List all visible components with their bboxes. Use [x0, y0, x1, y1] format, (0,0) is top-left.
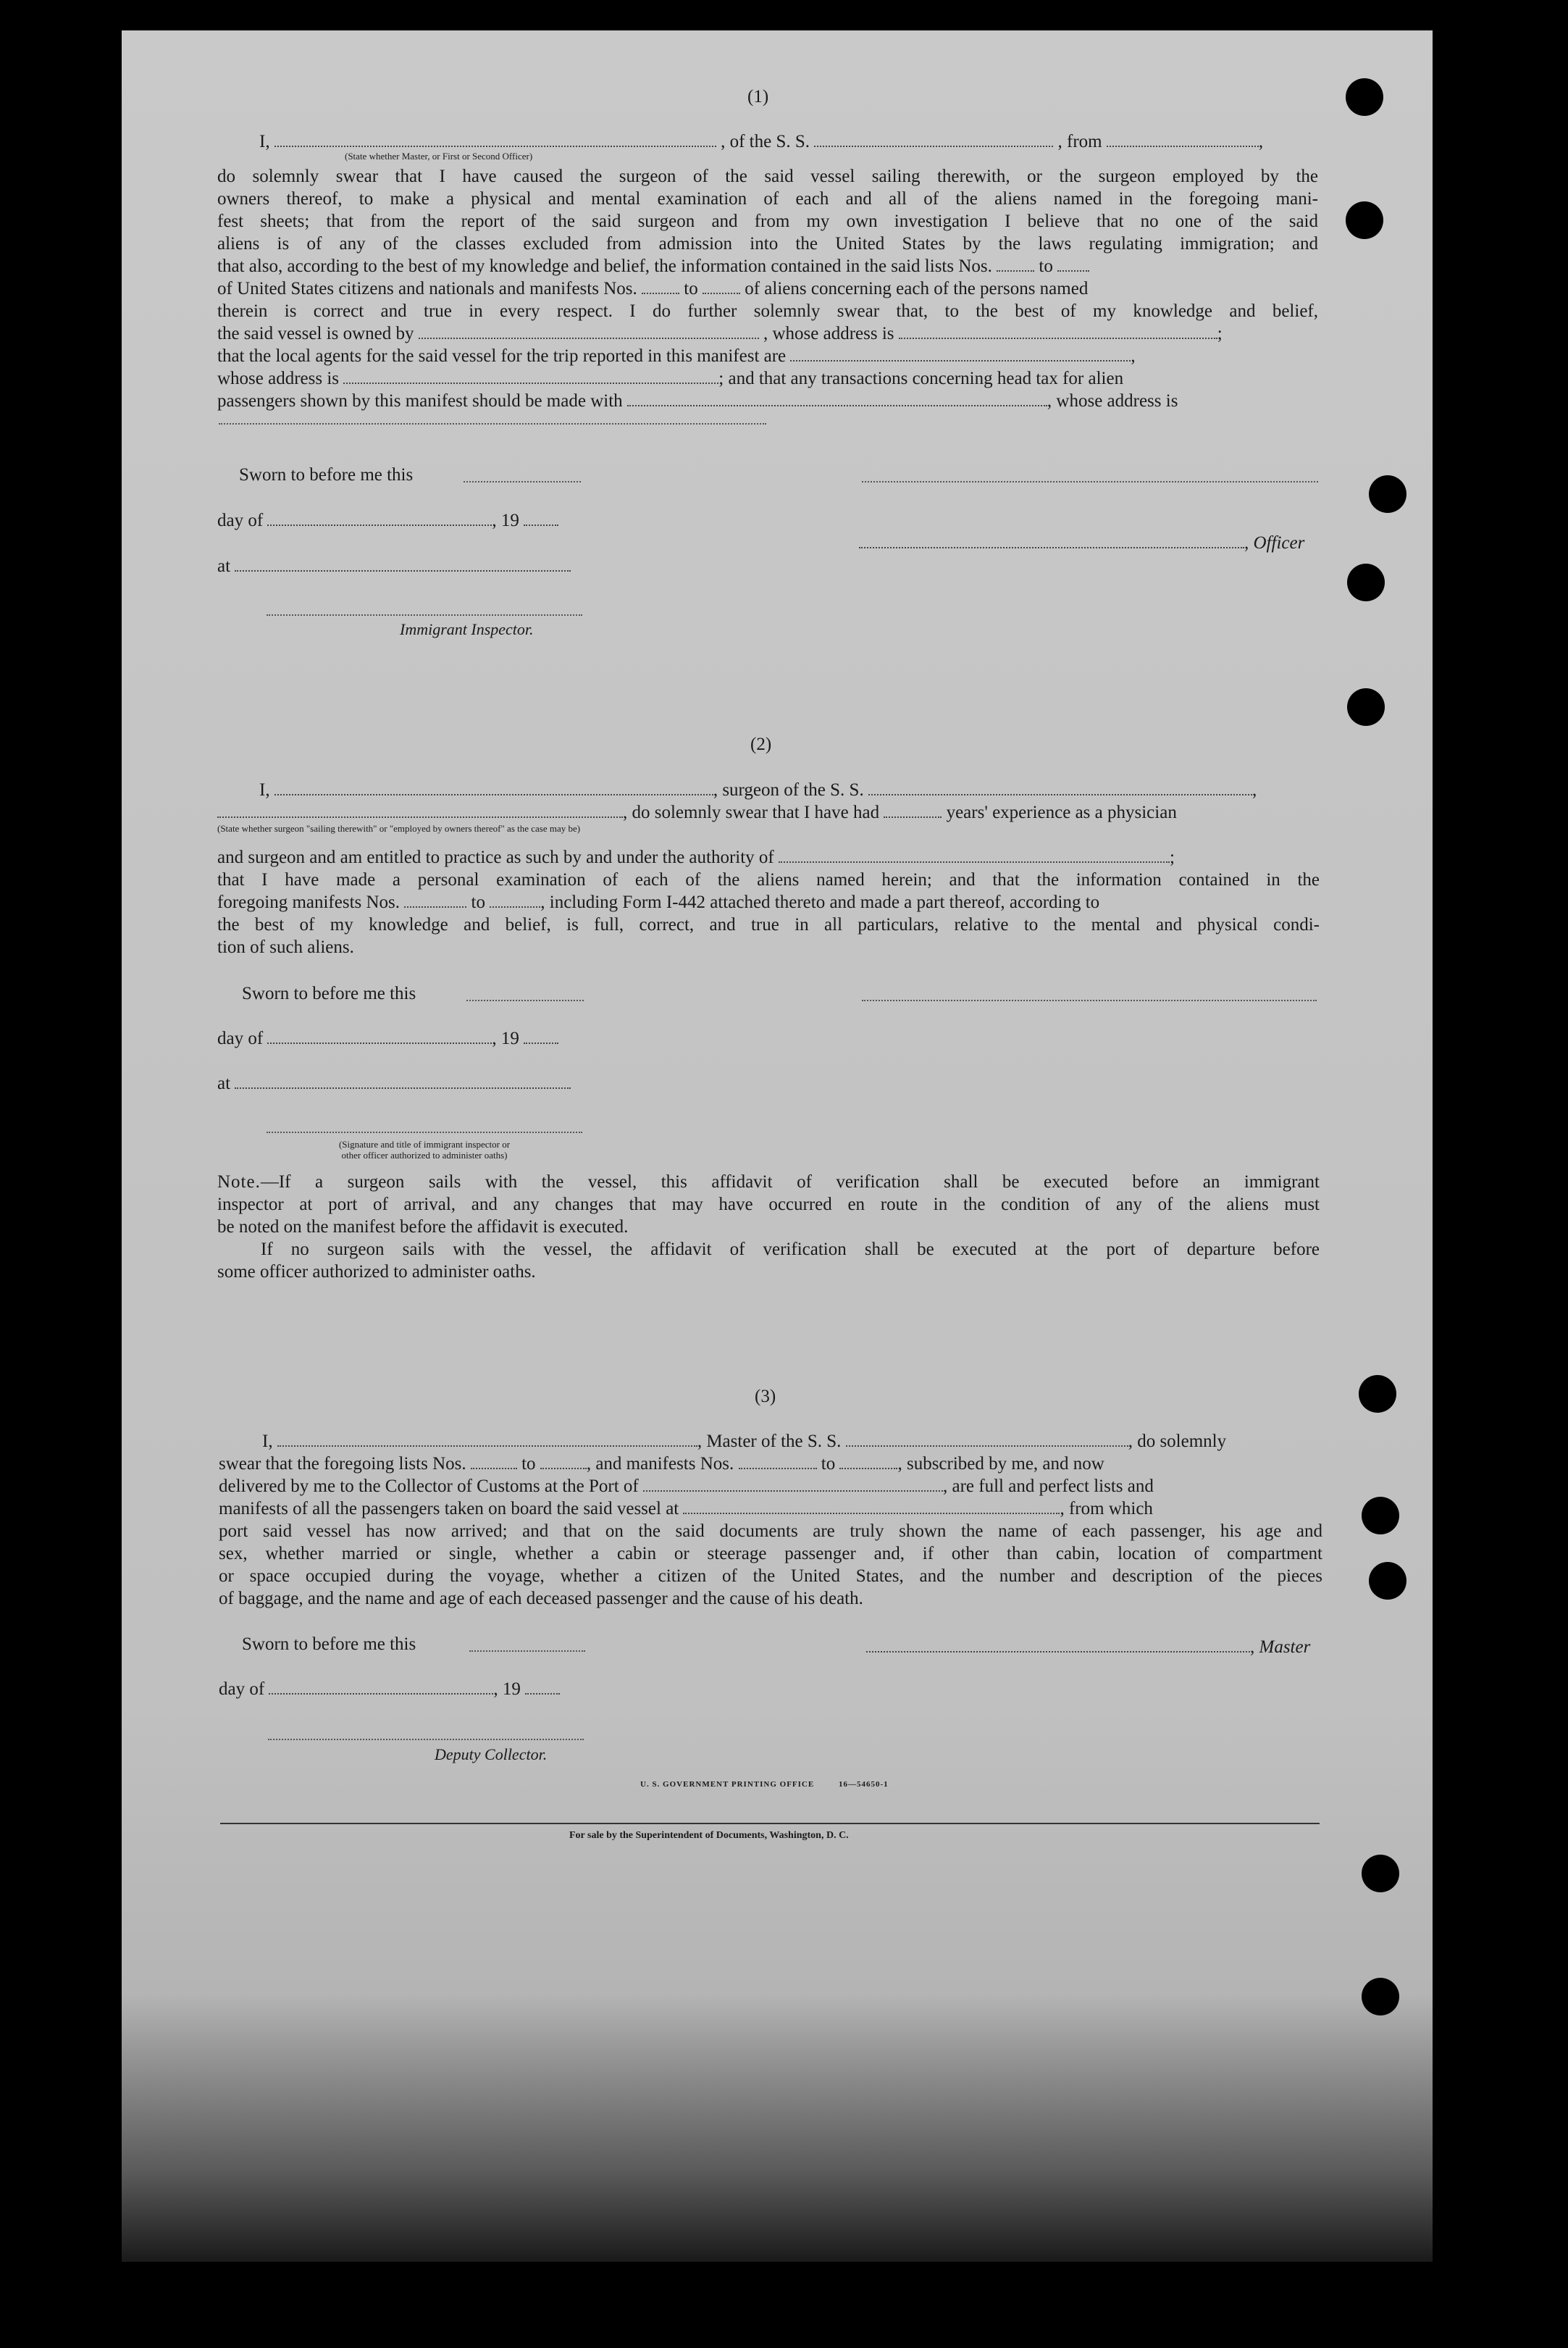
oath-body-line: or space occupied during the voyage, whether a citizen of the United States, and the number and description of the pieces — [219, 1566, 1322, 1586]
punch-hole — [1362, 1855, 1399, 1892]
punch-hole — [1359, 1375, 1396, 1413]
punch-hole — [1346, 201, 1383, 239]
lists-line: swear that the foregoing lists Nos. to , and manifests Nos. to , subscribed by me, and now — [219, 1454, 1104, 1474]
oath-body-line: sex, whether married or single, whether a cabin or steerage passenger and, if other than cabin, location of compartment — [219, 1544, 1322, 1563]
sworn-label: Sworn to before me this — [239, 465, 414, 485]
inspector-label: Immigrant Inspector. — [400, 620, 534, 638]
deputy-label: Deputy Collector. — [435, 1745, 548, 1763]
note-paragraph: be noted on the manifest before the affidavit is executed. — [217, 1217, 629, 1237]
manifests-line: foregoing manifests Nos. to , including Form I-442 attached thereto and made a part thereof, according to — [217, 893, 1100, 912]
punch-hole — [1346, 78, 1383, 116]
oath-body-line: do solemnly swear that I have caused the surgeon of the said vessel sailing therewith, or the surgeon employed by the — [217, 167, 1318, 186]
sworn-label: Sworn to before me this — [242, 1634, 416, 1654]
section-number: (2) — [750, 735, 772, 754]
at-line: at — [217, 1072, 571, 1095]
master-line: I, , Master of the S. S. , do solemnly — [262, 1432, 1227, 1451]
surgeon-line: I, , surgeon of the S. S. , — [259, 780, 1257, 800]
note-paragraph: some officer authorized to administer oaths. — [217, 1262, 536, 1282]
day-of-line: day of , 19 — [217, 1027, 558, 1050]
authority-line: and surgeon and am entitled to practice as such by and under the authority of ; — [217, 848, 1175, 867]
passengers-line: manifests of all the passengers taken on board the said vessel at , from which — [219, 1499, 1153, 1518]
oath-manifests-line: of United States citizens and nationals and manifests Nos. to of aliens concerning each of the persons named — [217, 279, 1089, 298]
punch-hole — [1369, 1562, 1406, 1600]
oath-lists-line: that also, according to the best of my knowledge and belief, the information contained in the said lists Nos. to — [217, 255, 1089, 277]
oath-line: I, , of the S. S. , from , — [259, 132, 1264, 151]
oath-body-line: aliens is of any of the classes excluded from admission into the United States by the laws regulating immigration; and — [217, 234, 1318, 254]
form-code: 16—54650-1 — [839, 1780, 889, 1789]
oath-body-line: of baggage, and the name and age of each deceased passenger and the cause of his death. — [219, 1589, 863, 1608]
punch-hole — [1347, 564, 1385, 601]
at-line: at — [217, 555, 571, 577]
day-of-line: day of , 19 — [219, 1678, 560, 1700]
agents-address-line: whose address is ; and that any transactions concerning head tax for alien — [217, 369, 1124, 388]
surgeon-type-note: (State whether surgeon "sailing therewith" or "employed by owners thereof" as the case may be) — [217, 823, 581, 834]
oath-body-line: fest sheets; that from the report of the said surgeon and from my own investigation I believe that no one of the said — [217, 212, 1318, 231]
officer-line: , Officer — [859, 532, 1304, 554]
oath-body-line: therein is correct and true in every respect. I do further solemnly swear that, to the best of my knowledge and belief, — [217, 301, 1318, 321]
punch-hole — [1369, 475, 1406, 513]
oath-body-line: the best of my knowledge and belief, is full, correct, and true in all particulars, relative to the mental and physical condi- — [217, 915, 1320, 935]
punch-hole — [1362, 1497, 1399, 1534]
note-paragraph: inspector at port of arrival, and any changes that may have occurred en route in the condition of any of the aliens must — [217, 1195, 1320, 1214]
officer-rank-note: (State whether Master, or First or Second Officer) — [345, 151, 533, 162]
sale-notice: For sale by the Superintendent of Documents, Washington, D. C. — [569, 1830, 849, 1841]
owner-line: the said vessel is owned by , whose address is ; — [217, 324, 1223, 343]
signature-note: (Signature and title of immigrant inspector or — [338, 1139, 511, 1150]
sworn-label: Sworn to before me this — [242, 984, 416, 1003]
delivered-line: delivered by me to the Collector of Customs at the Port of , are full and perfect lists and — [219, 1476, 1154, 1496]
master-sign-line: , Master — [866, 1636, 1310, 1658]
punch-hole — [1362, 1978, 1399, 2015]
signature-note: other officer authorized to administer oaths) — [341, 1150, 508, 1161]
surgeon-years-line: , do solemnly swear that I have had years' experience as a physician — [217, 801, 1177, 824]
from-label: , from — [1057, 132, 1102, 151]
section-number: (1) — [747, 87, 769, 106]
oath-i: I, — [259, 132, 270, 151]
oath-body-line: owners thereof, to make a physical and mental examination of each and all of the aliens named in the foregoing mani- — [217, 189, 1318, 209]
section-number: (3) — [755, 1387, 776, 1406]
day-of-line: day of , 19 — [217, 509, 558, 532]
head-tax-line: passengers shown by this manifest should be made with , whose address is — [217, 391, 1178, 411]
oath-body-line: tion of such aliens. — [217, 937, 354, 957]
oath-body-line: port said vessel has now arrived; and that on the said documents are truly shown the name of each passenger, his age and — [219, 1521, 1322, 1541]
note-paragraph: Note.—If a surgeon sails with the vessel, this affidavit of verification shall be executed before an immigrant — [217, 1172, 1320, 1192]
punch-hole — [1347, 688, 1385, 726]
agents-line: that the local agents for the said vessel for the trip reported in this manifest are , — [217, 346, 1136, 366]
of-ss-label: , of the S. S. — [721, 132, 810, 151]
note-paragraph: If no surgeon sails with the vessel, the affidavit of verification shall be executed at the port of departure before — [261, 1240, 1320, 1259]
gpo-imprint: U. S. GOVERNMENT PRINTING OFFICE — [640, 1780, 815, 1789]
oath-body-line: that I have made a personal examination of each of the aliens named herein; and that the information contained in the — [217, 870, 1320, 890]
